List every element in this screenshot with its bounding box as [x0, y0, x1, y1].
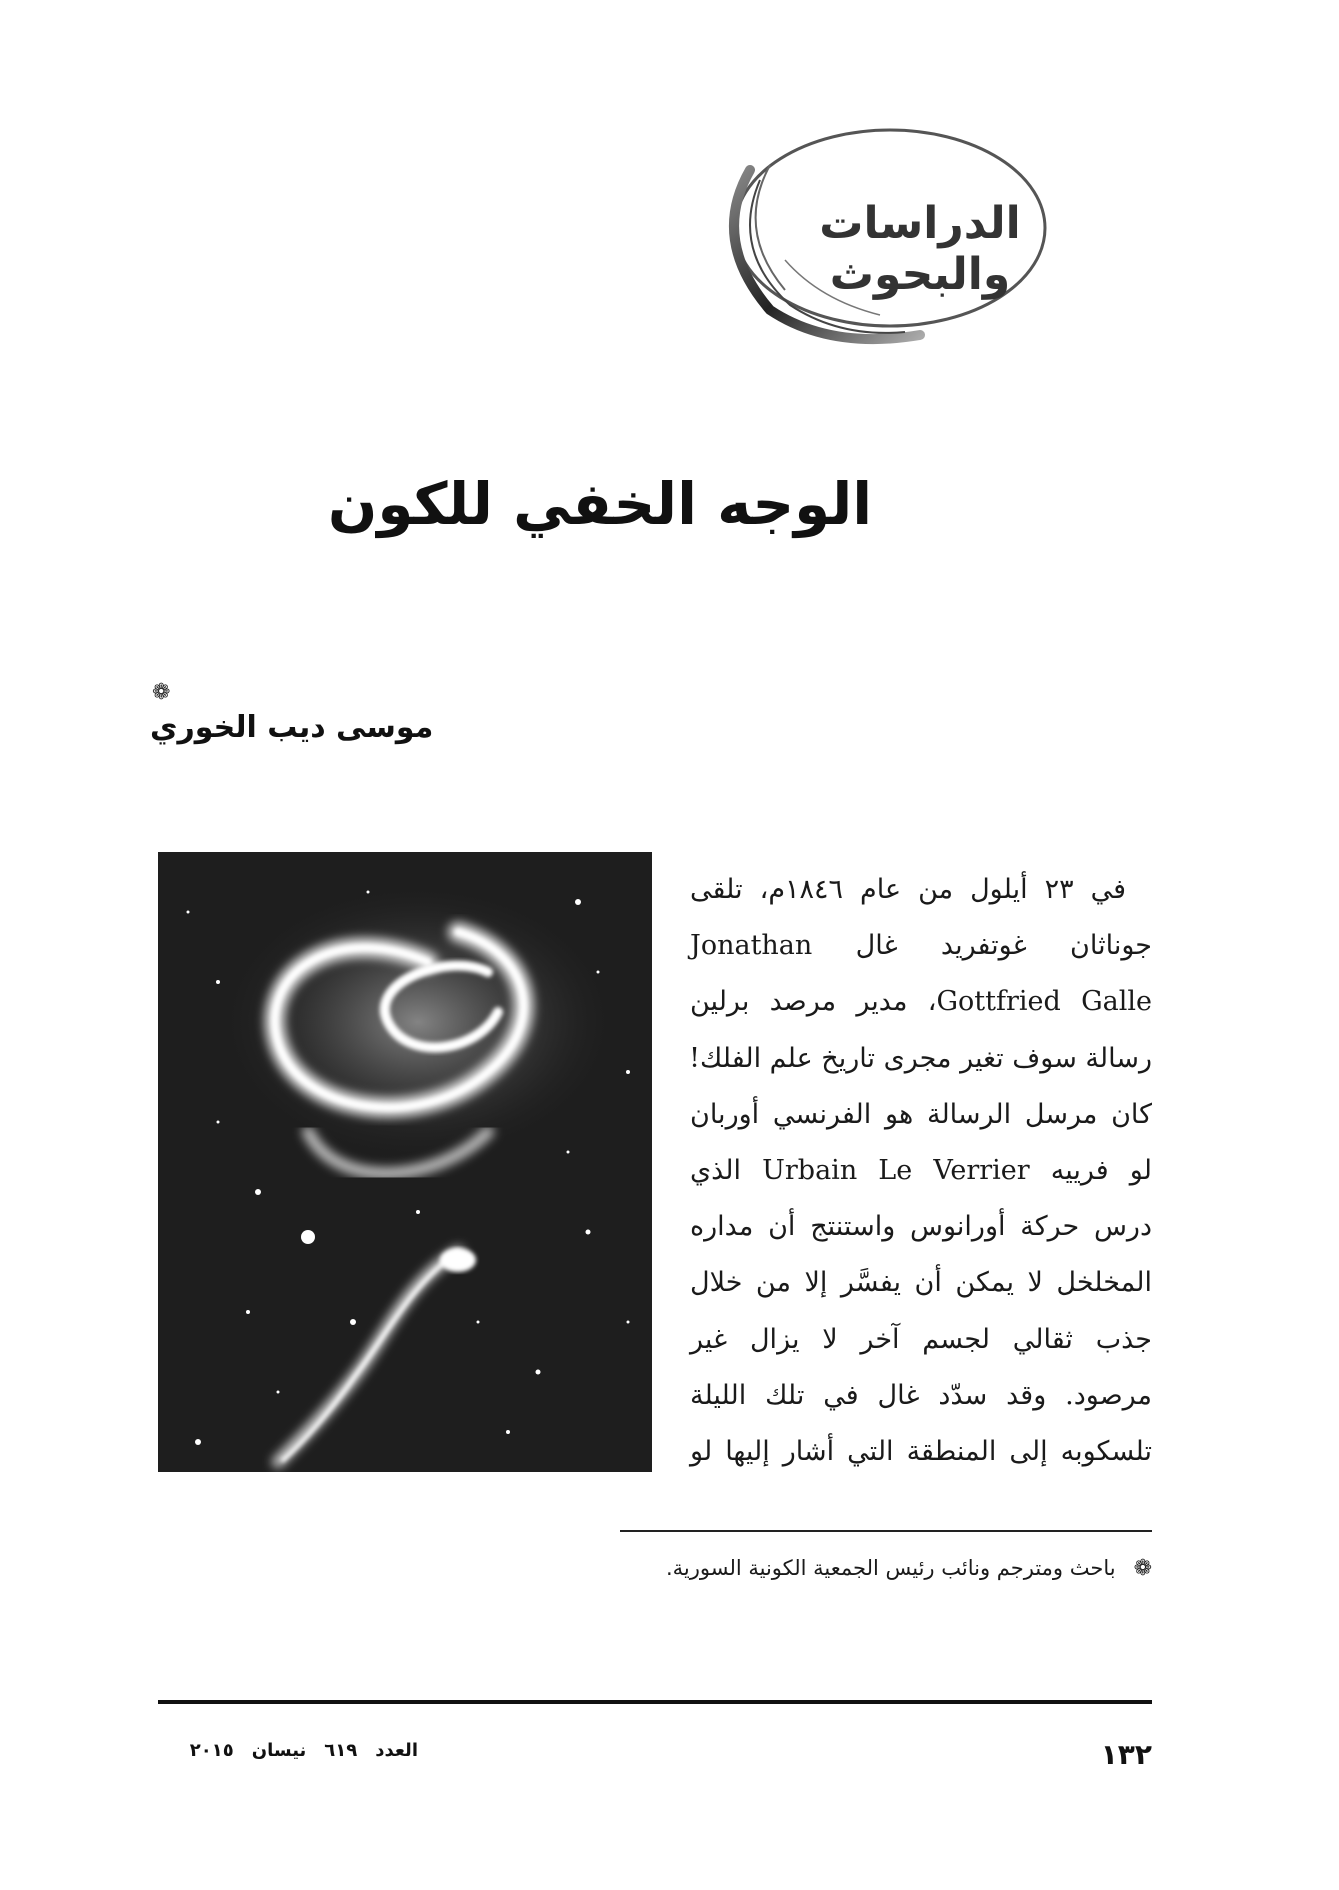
author-flower-icon: ❁ — [152, 680, 171, 705]
page-number: ١٣٢ — [1100, 1738, 1152, 1771]
issue-label: العدد — [375, 1740, 418, 1761]
issue-info — [158, 1740, 418, 1761]
author-name: موسى ديب الخوري — [150, 710, 434, 745]
galaxy-image — [158, 852, 652, 1472]
issue-year: ٢٠١٥ — [189, 1740, 234, 1761]
section-name: الدراسات والبحوث — [819, 198, 1021, 300]
body-line: تلسكوبه إلى المنطقة التي أشار إليها لو — [690, 1436, 1152, 1468]
issue-month: نيسان — [251, 1740, 307, 1761]
body-line: جذب ثقالي لجسم آخر لا يزال غير — [690, 1323, 1152, 1355]
body-line: رسالة سوف تغير مجرى تاريخ علم الفلك! — [689, 1042, 1152, 1074]
body-line: درس حركة أورانوس واستنتج أن مداره — [690, 1211, 1152, 1243]
article-body — [690, 862, 1152, 1480]
footer-divider — [158, 1700, 1152, 1704]
footnote-text: باحث ومترجم ونائب رئيس الجمعية الكونية السورية. — [665, 1556, 1116, 1580]
body-line: في ٢٣ أيلول من عام ١٨٤٦م، تلقى — [690, 874, 1126, 905]
body-line: مرصود. وقد سدّد غال في تلك الليلة — [690, 1379, 1152, 1411]
body-line: المخلخل لا يمكن أن يفسَّر إلا من خلال — [690, 1267, 1152, 1299]
article-title: الوجه الخفي للكون — [327, 470, 873, 538]
body-line: كان مرسل الرسالة هو الفرنسي أوربان — [690, 1098, 1152, 1130]
rose-galaxy-illustration — [158, 852, 652, 1472]
footnote — [540, 1556, 1152, 1581]
body-line: Gottfried Galle، مدير مرصد برلين — [690, 986, 1152, 1018]
issue-number: ٦١٩ — [324, 1740, 358, 1761]
footnote-flower-icon: ❁ — [1133, 1556, 1152, 1581]
section-logo — [690, 110, 1090, 350]
body-line: لو فرييه Urbain Le Verrier الذي — [690, 1155, 1152, 1187]
body-line: جوناثان غوتفريد غال Jonathan — [690, 930, 1152, 962]
footnote-divider — [620, 1530, 1152, 1532]
